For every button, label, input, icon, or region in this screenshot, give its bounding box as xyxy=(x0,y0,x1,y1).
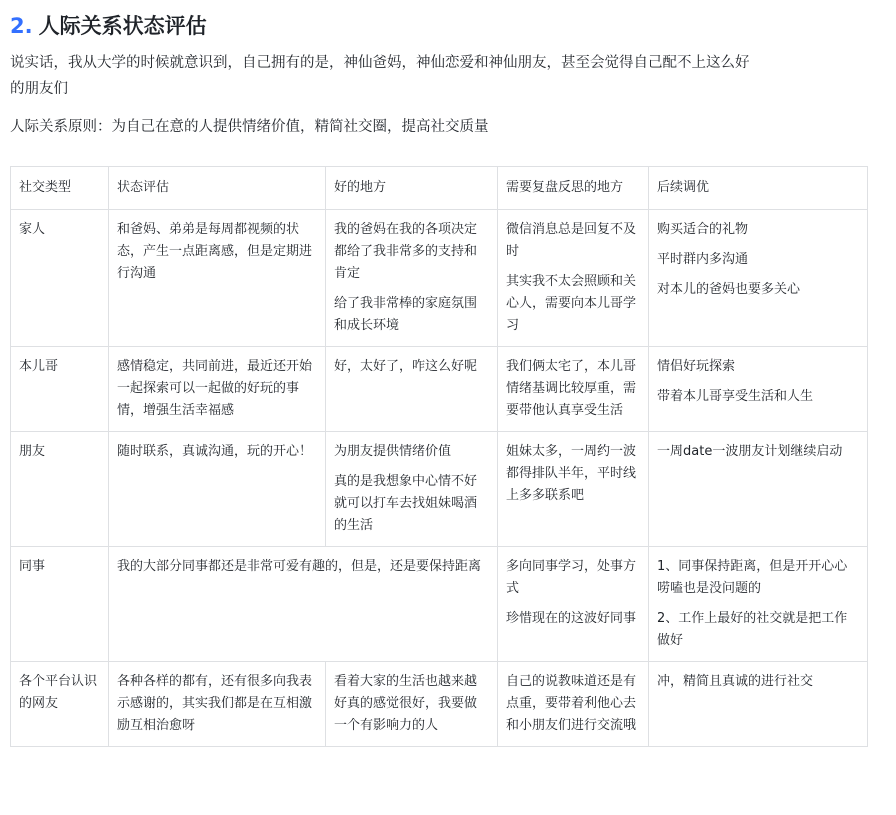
cell-paragraph: 我们俩太宅了，本儿哥情绪基调比较厚重，需要带他认真享受生活 xyxy=(506,359,637,418)
table-row xyxy=(11,662,868,747)
table-row xyxy=(11,210,868,347)
cell-paragraph: 珍惜现在的这波好同事 xyxy=(506,611,637,626)
table-cell-type: 各个平台认识的网友 xyxy=(11,662,109,747)
table-cell-reflect xyxy=(498,347,649,432)
cell-paragraph: 随时联系，真诚沟通，玩的开心！ xyxy=(117,444,313,459)
table-cell-type: 家人 xyxy=(11,210,109,347)
principle-paragraph: 人际关系原则：为自己在意的人提供情绪价值，精简社交圈，提高社交质量 xyxy=(10,119,489,135)
section-number: 2. xyxy=(10,14,33,38)
table-cell-status xyxy=(109,547,498,662)
section-heading xyxy=(10,10,886,46)
cell-paragraph: 我的爸妈在我的各项决定都给了我非常多的支持和肯定 xyxy=(334,222,478,281)
table-cell-reflect xyxy=(498,432,649,547)
cell-paragraph: 微信消息总是回复不及时 xyxy=(506,222,637,259)
cell-paragraph: 自己的说教味道还是有点重，要带着利他心去和小朋友们进行交流哦 xyxy=(506,674,637,733)
table-cell-reflect xyxy=(498,662,649,747)
table-header-row xyxy=(11,167,868,210)
header-cell-reflect: 需要复盘反思的地方 xyxy=(498,167,649,210)
cell-paragraph: 平时群内多沟通 xyxy=(657,252,749,267)
cell-paragraph: 其实我不太会照顾和关心人，需要向本儿哥学习 xyxy=(506,274,637,333)
table-cell-status xyxy=(109,432,326,547)
cell-paragraph: 各种各样的都有，还有很多向我表示感谢的，其实我们都是在互相激励互相治愈呀 xyxy=(117,674,313,733)
cell-paragraph: 给了我非常棒的家庭氛围和成长环境 xyxy=(334,296,478,333)
table-cell-next xyxy=(649,662,868,747)
cell-paragraph: 1、同事保持距离，但是开开心心唠嗑也是没问题的 xyxy=(657,559,848,596)
cell-paragraph: 一周date一波朋友计划继续启动 xyxy=(657,444,843,459)
table-cell-good xyxy=(326,347,498,432)
table-row xyxy=(11,547,868,662)
section-title: 人际关系状态评估 xyxy=(38,14,207,38)
table-cell-reflect xyxy=(498,210,649,347)
table-cell-type: 朋友 xyxy=(11,432,109,547)
intro-paragraph: 说实话，我从大学的时候就意识到，自己拥有的是，神仙爸妈，神仙恋爱和神仙朋友，甚至会觉得自己配不上这么好的朋友们 xyxy=(10,55,750,97)
cell-paragraph: 情侣好玩探索 xyxy=(657,359,736,374)
cell-paragraph: 我的大部分同事都还是非常可爱有趣的，但是，还是要保持距离 xyxy=(117,559,482,574)
cell-paragraph: 真的是我想象中心情不好就可以打车去找姐妹喝酒的生活 xyxy=(334,474,478,533)
cell-paragraph: 购买适合的礼物 xyxy=(657,222,749,237)
table-cell-type: 本儿哥 xyxy=(11,347,109,432)
table-cell-good xyxy=(326,662,498,747)
table-cell-status xyxy=(109,210,326,347)
table-cell-type: 同事 xyxy=(11,547,109,662)
cell-paragraph: 感情稳定，共同前进，最近还开始一起探索可以一起做的好玩的事情，增强生活幸福感 xyxy=(117,359,313,418)
header-cell-next: 后续调优 xyxy=(649,167,868,210)
cell-paragraph: 2、工作上最好的社交就是把工作做好 xyxy=(657,611,848,648)
table-row xyxy=(11,347,868,432)
table-cell-good xyxy=(326,432,498,547)
header-cell-status: 状态评估 xyxy=(109,167,326,210)
table-cell-reflect xyxy=(498,547,649,662)
header-cell-good: 好的地方 xyxy=(326,167,498,210)
relationship-table xyxy=(10,166,868,747)
table-cell-next xyxy=(649,347,868,432)
cell-paragraph: 为朋友提供情绪价值 xyxy=(334,444,452,459)
cell-paragraph: 姐妹太多，一周约一波都得排队半年，平时线上多多联系吧 xyxy=(506,444,637,503)
table-cell-next xyxy=(649,547,868,662)
table-cell-good xyxy=(326,210,498,347)
table-row xyxy=(11,432,868,547)
cell-paragraph: 冲，精简且真诚的进行社交 xyxy=(657,674,814,689)
cell-paragraph: 带着本儿哥享受生活和人生 xyxy=(657,389,814,404)
cell-paragraph: 看着大家的生活也越来越好真的感觉很好，我要做一个有影响力的人 xyxy=(334,674,478,733)
table-cell-status xyxy=(109,347,326,432)
header-cell-type: 社交类型 xyxy=(11,167,109,210)
table-cell-status xyxy=(109,662,326,747)
cell-paragraph: 对本儿的爸妈也要多关心 xyxy=(657,282,801,297)
cell-paragraph: 多向同事学习，处事方式 xyxy=(506,559,637,596)
table-cell-next xyxy=(649,432,868,547)
cell-paragraph: 和爸妈、弟弟是每周都视频的状态，产生一点距离感，但是定期进行沟通 xyxy=(117,222,313,281)
table-cell-next xyxy=(649,210,868,347)
cell-paragraph: 好，太好了，咋这么好呢 xyxy=(334,359,478,374)
